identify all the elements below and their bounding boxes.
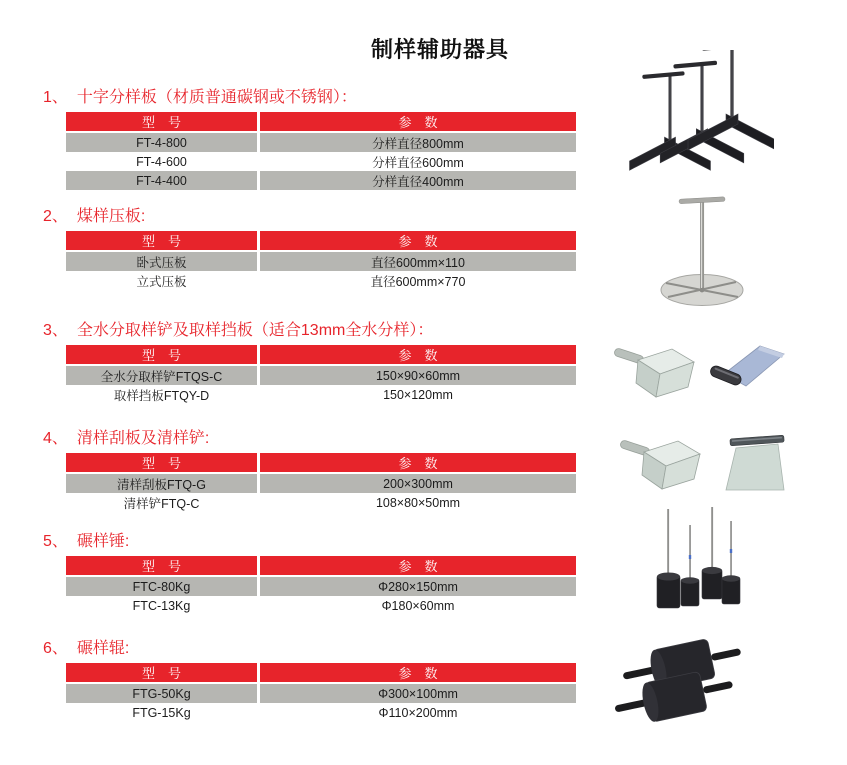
model-cell: FT-4-400 bbox=[66, 171, 257, 190]
section-number: 3、 bbox=[43, 322, 68, 339]
product-section bbox=[43, 322, 578, 404]
spec-table bbox=[66, 453, 576, 512]
table-row bbox=[66, 152, 576, 171]
model-cell: FTC-80Kg bbox=[66, 577, 257, 596]
table-body bbox=[66, 474, 576, 512]
product-section bbox=[43, 208, 578, 290]
table-row bbox=[66, 271, 576, 290]
section-title: 清样刮板及清样铲: bbox=[76, 430, 210, 447]
param-cell: 200×300mm bbox=[257, 474, 576, 493]
model-header-cell: 型 号 bbox=[66, 231, 257, 252]
section-number: 2、 bbox=[43, 208, 68, 225]
section-heading bbox=[43, 208, 578, 226]
section-title: 碾样锤: bbox=[76, 533, 130, 550]
model-cell: FTG-50Kg bbox=[66, 684, 257, 703]
table-body bbox=[66, 577, 576, 615]
param-cell: 108×80×50mm bbox=[257, 493, 576, 512]
table-header-row bbox=[66, 556, 576, 577]
section-number: 1、 bbox=[43, 89, 68, 106]
table-body bbox=[66, 252, 576, 290]
section-heading bbox=[43, 640, 578, 658]
param-cell: 150×90×60mm bbox=[257, 366, 576, 385]
model-cell: FTG-15Kg bbox=[66, 703, 257, 722]
param-header-cell: 参 数 bbox=[257, 663, 576, 684]
table-row bbox=[66, 596, 576, 615]
param-cell: 直径600mm×770 bbox=[257, 271, 576, 290]
section-title: 全水分取样铲及取样挡板（适合13mm全水分样）： bbox=[76, 322, 434, 339]
table-body bbox=[66, 133, 576, 190]
table-row bbox=[66, 577, 576, 596]
param-header-cell: 参 数 bbox=[257, 345, 576, 366]
model-cell: 全水分取样铲FTQS-C bbox=[66, 366, 257, 385]
model-header-cell: 型 号 bbox=[66, 556, 257, 577]
model-header-cell: 型 号 bbox=[66, 112, 257, 133]
param-header-cell: 参 数 bbox=[257, 231, 576, 252]
section-number: 4、 bbox=[43, 430, 68, 447]
param-cell: Φ180×60mm bbox=[257, 596, 576, 615]
table-header-row bbox=[66, 231, 576, 252]
table-row bbox=[66, 493, 576, 512]
photo-moisture-scoop-and-baffle bbox=[612, 340, 792, 409]
page-title: 制样辅助器具 bbox=[370, 37, 509, 62]
product-section bbox=[43, 533, 578, 615]
photo-vertical-press-plate bbox=[656, 192, 748, 315]
spec-table bbox=[66, 556, 576, 615]
model-cell: FT-4-800 bbox=[66, 133, 257, 152]
param-cell: 分样直径800mm bbox=[257, 133, 576, 152]
table-header-row bbox=[66, 453, 576, 474]
model-cell: 取样挡板FTQY-D bbox=[66, 385, 257, 404]
section-title: 煤样压板: bbox=[76, 208, 146, 225]
model-header-cell: 型 号 bbox=[66, 453, 257, 474]
param-cell: Φ110×200mm bbox=[257, 703, 576, 722]
model-header-cell: 型 号 bbox=[66, 345, 257, 366]
photo-sample-hammers bbox=[652, 505, 744, 628]
param-cell: Φ300×100mm bbox=[257, 684, 576, 703]
table-body bbox=[66, 684, 576, 722]
spec-table bbox=[66, 231, 576, 290]
model-header-cell: 型 号 bbox=[66, 663, 257, 684]
product-section bbox=[43, 89, 578, 190]
param-cell: 直径600mm×110 bbox=[257, 252, 576, 271]
model-cell: 清样刮板FTQ-G bbox=[66, 474, 257, 493]
table-row bbox=[66, 684, 576, 703]
table-row bbox=[66, 171, 576, 190]
spec-table bbox=[66, 112, 576, 190]
product-section bbox=[43, 430, 578, 512]
table-header-row bbox=[66, 663, 576, 684]
table-row bbox=[66, 252, 576, 271]
section-heading bbox=[43, 322, 578, 340]
param-cell: 150×120mm bbox=[257, 385, 576, 404]
param-cell: Φ280×150mm bbox=[257, 577, 576, 596]
spec-table bbox=[66, 345, 576, 404]
table-header-row bbox=[66, 112, 576, 133]
param-header-cell: 参 数 bbox=[257, 556, 576, 577]
param-cell: 分样直径400mm bbox=[257, 171, 576, 190]
model-cell: FTC-13Kg bbox=[66, 596, 257, 615]
table-row bbox=[66, 366, 576, 385]
param-cell: 分样直径600mm bbox=[257, 152, 576, 171]
model-cell: 立式压板 bbox=[66, 271, 257, 290]
spec-table bbox=[66, 663, 576, 722]
section-title: 碾样辊: bbox=[76, 640, 130, 657]
model-cell: 卧式压板 bbox=[66, 252, 257, 271]
section-heading bbox=[43, 430, 578, 448]
model-cell: FT-4-600 bbox=[66, 152, 257, 171]
section-heading bbox=[43, 89, 578, 107]
product-section bbox=[43, 640, 578, 722]
photo-cross-sample-dividers bbox=[622, 50, 774, 191]
table-row bbox=[66, 133, 576, 152]
table-header-row bbox=[66, 345, 576, 366]
photo-cleaning-scraper-and-shovel bbox=[618, 428, 798, 503]
table-body bbox=[66, 366, 576, 404]
table-row bbox=[66, 703, 576, 722]
section-heading bbox=[43, 533, 578, 551]
model-cell: 清样铲FTQ-C bbox=[66, 493, 257, 512]
param-header-cell: 参 数 bbox=[257, 112, 576, 133]
section-title: 十字分样板（材质普通碳钢或不锈钢）： bbox=[76, 89, 357, 106]
table-row bbox=[66, 385, 576, 404]
table-row bbox=[66, 474, 576, 493]
param-header-cell: 参 数 bbox=[257, 453, 576, 474]
section-number: 6、 bbox=[43, 640, 68, 657]
section-number: 5、 bbox=[43, 533, 68, 550]
photo-sample-rollers bbox=[614, 636, 746, 735]
